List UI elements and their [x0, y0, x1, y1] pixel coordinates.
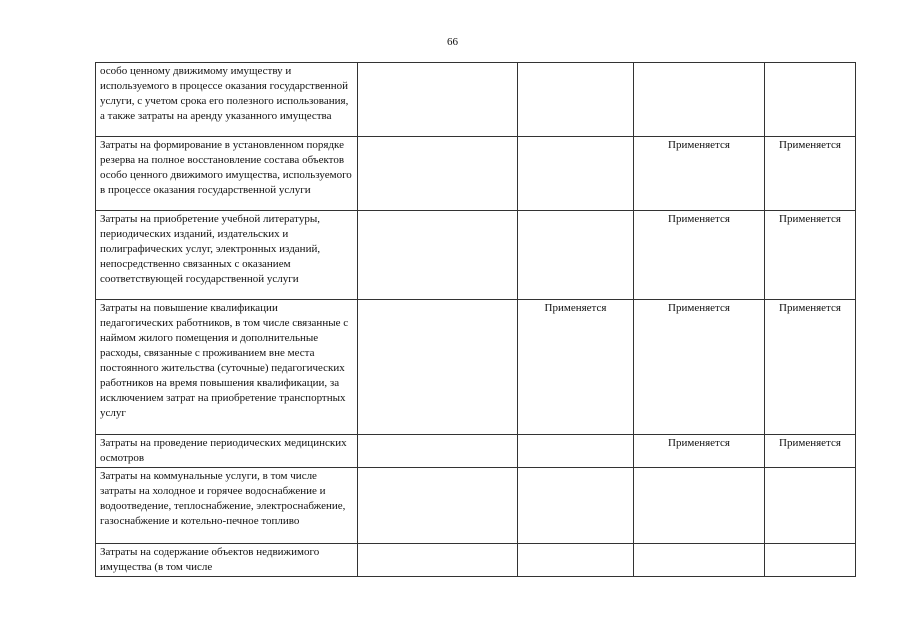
applicability-cell [634, 63, 765, 137]
applicability-cell [518, 211, 634, 300]
table-row [96, 63, 856, 137]
table-row [96, 211, 856, 300]
cost-description: особо ценному движимому имуществу и используемого в процессе оказания государственной услуги, с учетом срока его полезного использования, а также затраты на аренду указанного имущества [96, 63, 358, 137]
applicability-cell [358, 300, 518, 435]
applicability-cell [358, 63, 518, 137]
applicability-cell [358, 137, 518, 211]
cost-description: Затраты на коммунальные услуги, в том числе затраты на холодное и горячее водоснабжение и водоотведение, теплоснабжение, электроснабжение, газоснабжение и котельно-печное топливо [96, 468, 358, 544]
cost-description: Затраты на повышение квалификации педагогических работников, в том числе связанные с наймом жилого помещения и дополнительные расходы, связанные с проживанием вне места постоянного жительства (суточные) педагогических работников на время повышения квалификации, за исключением затрат на приобретение транспортных услуг [96, 300, 358, 435]
applicability-cell: Применяется [765, 300, 856, 435]
applicability-cell: Применяется [765, 137, 856, 211]
costs-table [95, 62, 856, 577]
cost-description: Затраты на приобретение учебной литературы, периодических изданий, издательских и полиграфических услуг, электронных изданий, непосредственно связанных с оказанием соответствующей государственной услуги [96, 211, 358, 300]
table-row [96, 544, 856, 577]
applicability-cell [358, 435, 518, 468]
applicability-cell: Применяется [518, 300, 634, 435]
applicability-cell [765, 468, 856, 544]
table-row [96, 468, 856, 544]
applicability-cell [634, 544, 765, 577]
applicability-cell: Применяется [765, 211, 856, 300]
applicability-cell [518, 435, 634, 468]
applicability-cell: Применяется [634, 435, 765, 468]
applicability-cell [634, 468, 765, 544]
table-row [96, 137, 856, 211]
table-row [96, 300, 856, 435]
applicability-cell: Применяется [765, 435, 856, 468]
applicability-cell: Применяется [634, 300, 765, 435]
cost-description: Затраты на проведение периодических медицинских осмотров [96, 435, 358, 468]
applicability-cell [358, 211, 518, 300]
applicability-cell [358, 544, 518, 577]
applicability-cell [518, 544, 634, 577]
cost-description: Затраты на формирование в установленном порядке резерва на полное восстановление состава объектов особо ценного движимого имущества, используемого в процессе оказания государственной услуги [96, 137, 358, 211]
page-number: 66 [447, 36, 458, 48]
applicability-cell [518, 137, 634, 211]
applicability-cell [358, 468, 518, 544]
applicability-cell: Применяется [634, 137, 765, 211]
applicability-cell [518, 468, 634, 544]
applicability-cell [765, 544, 856, 577]
applicability-cell: Применяется [634, 211, 765, 300]
applicability-cell [765, 63, 856, 137]
table-row [96, 435, 856, 468]
cost-description: Затраты на содержание объектов недвижимого имущества (в том числе [96, 544, 358, 577]
applicability-cell [518, 63, 634, 137]
